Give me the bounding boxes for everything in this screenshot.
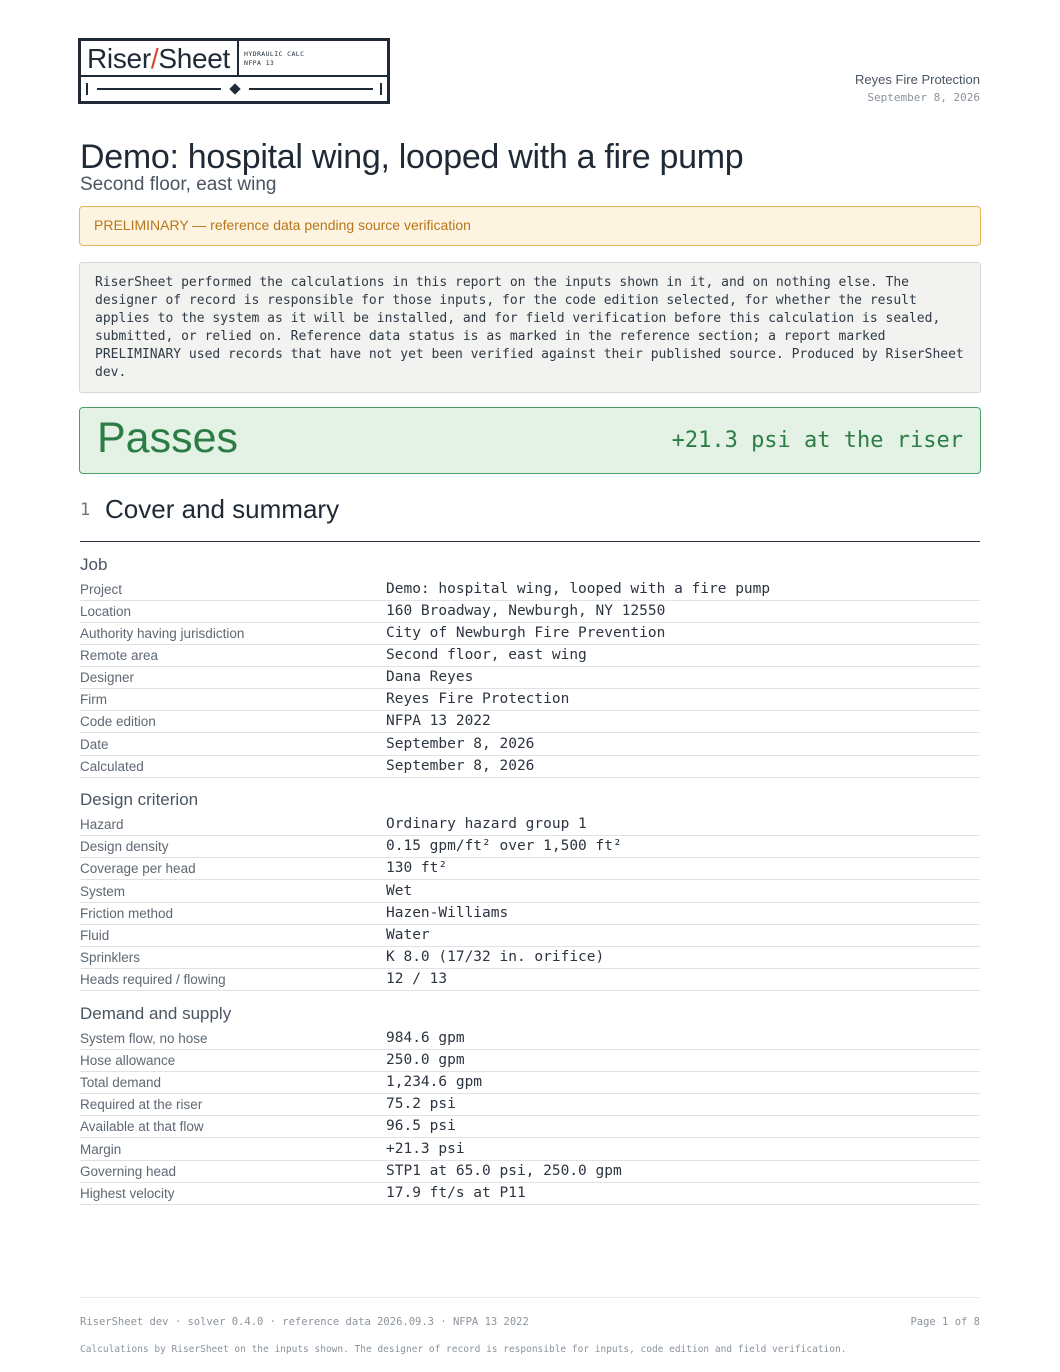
row-value: 12 / 13	[386, 971, 448, 987]
disclaimer-box: RiserSheet performed the calculations in this report on the inputs shown in it, and on nothing else. The designer of record is responsible for those inputs, for the code edition selected, for whether the result applies to the system as it will be installed, and for field verification before this calculation is sealed, submitted, or relied on. Reference data status is as marked in the reference section; a report marked PRELIMINARY used records that have not yet been verified against their published source. Produced by RiserSheet dev.	[79, 262, 981, 393]
row-label: Authority having jurisdiction	[80, 626, 245, 641]
row-label: Hose allowance	[80, 1053, 176, 1068]
row-label: Total demand	[80, 1075, 162, 1090]
row-label: Designer	[80, 670, 135, 685]
table-row	[80, 925, 980, 947]
row-value: Reyes Fire Protection	[386, 691, 570, 707]
row-label: Calculated	[80, 759, 144, 774]
row-label: Code edition	[80, 714, 156, 729]
table-row	[80, 623, 980, 645]
table-row	[80, 1116, 980, 1138]
footer-note: Calculations by RiserSheet on the inputs shown. The designer of record is responsible for inputs, code edition and field verification.	[80, 1344, 847, 1355]
row-value: STP1 at 65.0 psi, 250.0 gpm	[386, 1163, 622, 1179]
table-row	[80, 734, 980, 756]
table-row	[80, 814, 980, 836]
table-row	[80, 667, 980, 689]
footer-version-info: RiserSheet dev · solver 0.4.0 · reference data 2026.09.3 · NFPA 13 2022	[80, 1316, 529, 1328]
row-label: Heads required / flowing	[80, 972, 226, 987]
footer-divider	[80, 1297, 980, 1298]
section-divider	[80, 541, 980, 542]
row-label: Firm	[80, 692, 107, 707]
row-value: 160 Broadway, Newburgh, NY 12550	[386, 603, 666, 619]
row-value: Dana Reyes	[386, 669, 474, 685]
row-label: Remote area	[80, 648, 159, 663]
table-row	[80, 645, 980, 667]
logo-divider	[237, 41, 239, 75]
logo-tagline-2: NFPA 13	[244, 59, 275, 67]
row-value: Hazen-Williams	[386, 905, 509, 921]
logo-wordmark: Riser/Sheet	[87, 43, 231, 74]
table-row	[80, 601, 980, 623]
result-status: Passes	[97, 414, 239, 462]
table-row	[80, 689, 980, 711]
row-label: Location	[80, 604, 132, 619]
row-label: System flow, no hose	[80, 1031, 208, 1046]
table-row	[80, 1094, 980, 1116]
page-subtitle: Second floor, east wing	[80, 174, 277, 195]
table-row	[80, 969, 980, 991]
row-value: Water	[386, 927, 430, 943]
section-number: 1	[80, 500, 91, 520]
row-value: September 8, 2026	[386, 736, 535, 752]
header-date: September 8, 2026	[867, 91, 980, 104]
row-value: K 8.0 (17/32 in. orifice)	[386, 949, 605, 965]
row-value: City of Newburgh Fire Prevention	[386, 625, 666, 641]
header-firm: Reyes Fire Protection	[855, 72, 980, 87]
row-label: System	[80, 884, 126, 899]
row-label: Highest velocity	[80, 1186, 175, 1201]
row-label: Sprinklers	[80, 950, 141, 965]
row-value: Ordinary hazard group 1	[386, 816, 587, 832]
table-row	[80, 579, 980, 601]
row-label: Coverage per head	[80, 861, 196, 876]
preliminary-banner: PRELIMINARY — reference data pending source verification	[79, 206, 981, 246]
diamond-icon	[229, 83, 240, 94]
row-value: +21.3 psi	[386, 1141, 465, 1157]
row-value: 984.6 gpm	[386, 1030, 465, 1046]
row-label: Hazard	[80, 817, 124, 832]
table-row	[80, 1072, 980, 1094]
row-label: Design density	[80, 839, 169, 854]
logo-rule-right	[249, 88, 373, 90]
riser-sheet-logo	[78, 38, 390, 104]
table-row	[80, 1050, 980, 1072]
table-row	[80, 903, 980, 925]
table-row	[80, 1139, 980, 1161]
logo-tagline-1: HYDRAULIC CALC	[244, 50, 305, 58]
table-row	[80, 947, 980, 969]
row-value: 130 ft²	[386, 860, 448, 876]
table-row	[80, 1161, 980, 1183]
row-value: 0.15 gpm/ft² over 1,500 ft²	[386, 838, 622, 854]
row-value: Wet	[386, 883, 413, 899]
row-label: Fluid	[80, 928, 110, 943]
table-row	[80, 1183, 980, 1205]
row-value: 250.0 gpm	[386, 1052, 465, 1068]
row-value: 17.9 ft/s at P11	[386, 1185, 526, 1201]
row-label: Available at that flow	[80, 1119, 204, 1134]
table-row	[80, 1028, 980, 1050]
row-value: Second floor, east wing	[386, 647, 587, 663]
row-value: Demo: hospital wing, looped with a fire pump	[386, 581, 771, 597]
row-value: 96.5 psi	[386, 1118, 456, 1134]
result-margin: +21.3 psi at the riser	[671, 428, 963, 453]
row-value: September 8, 2026	[386, 758, 535, 774]
row-value: 75.2 psi	[386, 1096, 456, 1112]
row-label: Required at the riser	[80, 1097, 203, 1112]
row-label: Friction method	[80, 906, 174, 921]
table-row	[80, 858, 980, 880]
table-row	[80, 711, 980, 733]
row-value: NFPA 13 2022	[386, 713, 491, 729]
row-label: Date	[80, 737, 109, 752]
group-title-design-criterion: Design criterion	[80, 790, 199, 809]
group-title-job: Job	[80, 555, 108, 574]
logo-divider-horizontal	[81, 75, 387, 77]
table-row	[80, 836, 980, 858]
table-row	[80, 881, 980, 903]
row-label: Governing head	[80, 1164, 177, 1179]
page-title: Demo: hospital wing, looped with a fire pump	[80, 138, 744, 176]
result-banner	[79, 407, 981, 474]
row-label: Margin	[80, 1142, 122, 1157]
footer-page-number: Page 1 of 8	[910, 1316, 980, 1328]
logo-rule-left	[97, 88, 221, 90]
section-title: Cover and summary	[105, 494, 340, 524]
table-row	[80, 756, 980, 778]
group-title-demand-and-supply: Demand and supply	[80, 1004, 232, 1023]
row-label: Project	[80, 582, 123, 597]
logo-tick-right	[380, 83, 382, 95]
row-value: 1,234.6 gpm	[386, 1074, 483, 1090]
logo-tick-left	[86, 83, 88, 95]
